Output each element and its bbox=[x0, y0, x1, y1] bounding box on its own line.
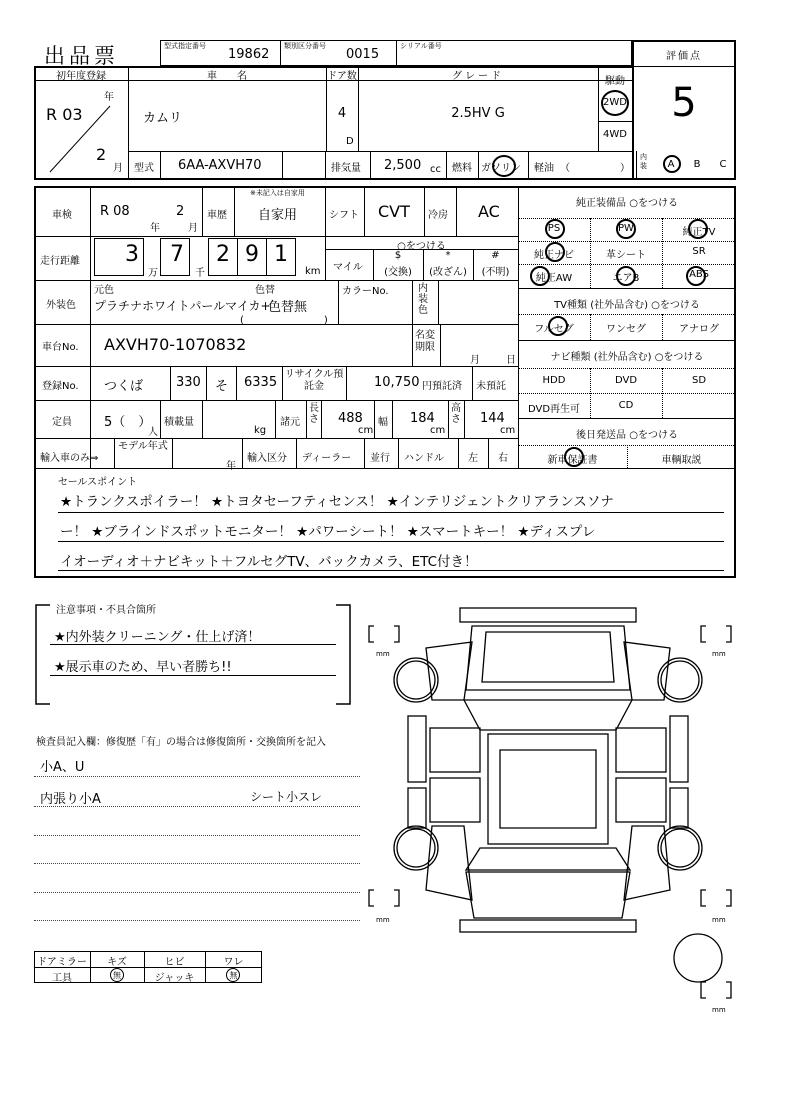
interior-c: C bbox=[719, 159, 727, 170]
fuel-other: （ ） bbox=[560, 163, 630, 174]
model-year-unit: 年 bbox=[226, 461, 236, 472]
load-label: 積載量 bbox=[164, 417, 194, 428]
tools-value: 無 bbox=[113, 971, 121, 980]
history-note: ※未記入は自家用 bbox=[250, 189, 305, 197]
tools-header-scratch: キズ bbox=[107, 957, 127, 968]
color-no-label: カラーNo. bbox=[342, 286, 389, 297]
notes-line-2: ★展示車のため、早い者勝ち!! bbox=[54, 660, 232, 675]
sales-label: セールスポイント bbox=[58, 477, 138, 488]
form-title: 出品票 bbox=[44, 44, 119, 68]
drive-2wd: 2WD bbox=[603, 97, 627, 108]
tv-oneseg: ワンセグ bbox=[606, 324, 646, 335]
car-name-label: 車 名 bbox=[207, 71, 247, 82]
recycle-amount: 10,750 bbox=[374, 375, 420, 390]
shaken-year-label: 年 bbox=[150, 223, 160, 234]
plate-area: つくば bbox=[104, 379, 144, 394]
sales-line-2: ー！ ★ブラインドスポットモニター！ ★パワーシート！ ★スマートキー！ ★ディスプレ bbox=[60, 524, 596, 540]
notes-line-1: ★内外装クリーニング・仕上げ済！ bbox=[54, 630, 261, 645]
sales-line-1: ★トランクスポイラー！ ★トヨタセーフティセンス！ ★インテリジェントクリアランスソナ bbox=[60, 494, 614, 510]
drive-4wd: 4WD bbox=[603, 129, 627, 140]
interior-b: B bbox=[693, 159, 701, 170]
car-damage-diagram bbox=[360, 600, 740, 1030]
mm-label-2: mm bbox=[712, 650, 726, 658]
model-type-value: 19862 bbox=[228, 47, 270, 62]
nav-sd: SD bbox=[691, 375, 707, 386]
model-type-label: 型式指定番号 bbox=[164, 42, 206, 50]
score-value: 5 bbox=[671, 80, 697, 126]
handle-label: ハンドル bbox=[404, 453, 444, 464]
capacity: 5（ ） bbox=[104, 415, 152, 430]
equip-pw: PW bbox=[618, 223, 634, 234]
chassis-label: 車台No. bbox=[42, 342, 79, 353]
repaint-value: 色替無 bbox=[268, 300, 308, 315]
first-reg-label: 初年度登録 bbox=[56, 71, 106, 82]
fuel-diesel: 軽油 bbox=[534, 163, 554, 174]
equip-ps: PS bbox=[547, 223, 561, 234]
tools-header-mirror: ドアミラー bbox=[37, 957, 87, 968]
handle-left: 左 bbox=[468, 453, 478, 464]
class-value: 0015 bbox=[346, 47, 380, 62]
parallel-option: 並行 bbox=[370, 453, 390, 464]
history-value: 自家用 bbox=[258, 208, 298, 223]
cc-unit: cc bbox=[430, 164, 441, 175]
jack-value: 無 bbox=[229, 971, 238, 980]
drive-2wd-circle bbox=[601, 90, 629, 116]
plate-class: 330 bbox=[176, 375, 201, 390]
man-unit: 万 bbox=[148, 268, 158, 279]
later-warranty: 新車保証書 bbox=[547, 455, 598, 466]
plate-kana: そ bbox=[215, 379, 229, 394]
first-reg-month: 2 bbox=[96, 145, 107, 164]
equip-aw: 純正AW bbox=[535, 273, 573, 284]
exchange-symbol: $ bbox=[394, 250, 402, 261]
equip-leather: 革シート bbox=[606, 250, 646, 261]
fuel-label: 燃料 bbox=[452, 163, 472, 174]
chassis-number: AXVH70-1070832 bbox=[104, 335, 247, 354]
mileage-digit-4: 9 bbox=[245, 242, 259, 267]
mileage-digit-5: 1 bbox=[274, 242, 288, 267]
doors-label: ドア数 bbox=[327, 71, 357, 82]
tools-header-break: ワレ bbox=[223, 957, 244, 968]
equip-abs: ABS bbox=[689, 269, 709, 280]
serial-label: シリアル番号 bbox=[400, 42, 442, 50]
later-manual: 車輌取説 bbox=[661, 455, 702, 466]
score-label: 評価点 bbox=[666, 51, 702, 62]
tv-fullseg: フルセグ bbox=[534, 324, 574, 335]
mileage-digit-3: 2 bbox=[216, 242, 230, 267]
inspector-line-2-right: シート小スレ bbox=[250, 790, 323, 804]
name-change-day: 日 bbox=[506, 355, 516, 366]
car-name: カムリ bbox=[143, 111, 183, 126]
mileage-digit-2: 7 bbox=[170, 242, 184, 267]
shaken-era: R 08 bbox=[100, 204, 130, 219]
interior-a-circle bbox=[663, 155, 681, 173]
inspector-line-2-left: 内張り小A bbox=[40, 792, 101, 807]
int-color-label: 内装色 bbox=[418, 283, 428, 316]
mileage-circle-note: ○をつける bbox=[397, 241, 446, 252]
len-label: 長さ bbox=[309, 403, 319, 425]
later-title: 後日発送品 ○をつける bbox=[576, 430, 678, 441]
hei-cm: cm bbox=[500, 425, 516, 436]
equipment-title: 純正装備品 ○をつける bbox=[576, 198, 678, 209]
tools-header-crack: ヒビ bbox=[164, 957, 185, 968]
name-change-label: 名変期限 bbox=[415, 330, 435, 353]
sales-line-3: イオーディオ＋ナビキット＋フルセグTV、バックカメラ、ETC付き！ bbox=[60, 554, 478, 570]
len-cm: cm bbox=[358, 425, 374, 436]
sen-unit: 千 bbox=[195, 268, 205, 279]
door-suffix: D bbox=[346, 136, 354, 147]
equip-airbag: エアB bbox=[612, 273, 640, 284]
inspector-label: 検査員記入欄：修復歴「有」の場合は修復箇所・交換箇所を記入 bbox=[36, 737, 326, 748]
repaint-paren: ( ) bbox=[240, 315, 328, 326]
class-label: 類別区分番号 bbox=[284, 42, 326, 50]
orig-color: プラチナホワイトパールマイカ+ bbox=[94, 299, 271, 313]
import-cat-label: 輸入区分 bbox=[247, 453, 287, 464]
unknown-symbol: # bbox=[491, 250, 500, 261]
equip-navi: 純正ナビ bbox=[534, 250, 574, 261]
import-label: 輸入車のみ⇒ bbox=[40, 453, 99, 464]
plate-number: 6335 bbox=[244, 375, 278, 390]
nav-title: ナビ種類 (社外品含む) ○をつける bbox=[550, 352, 704, 363]
mm-label-4: mm bbox=[712, 916, 726, 924]
interior-a: A bbox=[667, 159, 675, 170]
mileage-digit-1: 3 bbox=[125, 242, 139, 267]
nav-dvd-play: DVD再生可 bbox=[527, 404, 581, 415]
tamper-option: (改ざん) bbox=[429, 267, 467, 278]
displacement-label: 排気量 bbox=[331, 163, 361, 174]
shaken-month-label: 月 bbox=[188, 223, 198, 234]
history-label: 車歴 bbox=[207, 210, 227, 221]
wid-label: 幅 bbox=[378, 417, 388, 428]
month-unit: 月 bbox=[113, 163, 123, 174]
year-unit: 年 bbox=[104, 92, 114, 103]
tv-analog: アナログ bbox=[679, 324, 719, 335]
mm-label-3: mm bbox=[376, 916, 390, 924]
wid-cm: cm bbox=[430, 425, 446, 436]
equip-sr: SR bbox=[692, 246, 706, 257]
mm-label-1: mm bbox=[376, 650, 390, 658]
nav-hdd: HDD bbox=[542, 375, 566, 386]
first-reg-year: R 03 bbox=[46, 105, 83, 124]
person-unit: 人 bbox=[148, 427, 158, 438]
color-label: 外装色 bbox=[46, 300, 76, 311]
nav-cd: CD bbox=[618, 400, 634, 411]
jack-label: ジャッキ bbox=[154, 973, 195, 984]
tv-title: TV種類 (社外品含む) ○をつける bbox=[554, 300, 700, 311]
plate-label: 登録No. bbox=[42, 381, 79, 392]
dealer-option: ディーラー bbox=[302, 453, 352, 464]
shift-label: シフト bbox=[329, 210, 359, 221]
tools-label: 工具 bbox=[52, 973, 72, 984]
tamper-symbol: * bbox=[445, 250, 451, 261]
name-change-month: 月 bbox=[470, 355, 480, 366]
shaken-label: 車検 bbox=[52, 210, 72, 221]
fuel-gasoline-circle bbox=[492, 155, 516, 177]
displacement: 2,500 bbox=[384, 158, 422, 173]
ac-value: AC bbox=[478, 202, 500, 221]
recycle-unit: 円預託済 bbox=[422, 381, 462, 392]
inspector-line-1: 小A、U bbox=[40, 760, 85, 775]
specs-label: 諸元 bbox=[280, 417, 300, 428]
exchange-option: (交換) bbox=[384, 267, 412, 278]
width: 184 bbox=[410, 411, 435, 426]
grade: 2.5HV G bbox=[451, 106, 505, 121]
mm-label-5: mm bbox=[712, 1006, 726, 1014]
equip-tv: 純正TV bbox=[682, 227, 716, 238]
orig-color-label: 元色 bbox=[94, 285, 114, 296]
model-label: 型式 bbox=[134, 163, 154, 174]
model-year-label: モデル年式 bbox=[118, 441, 168, 452]
capacity-label: 定員 bbox=[52, 417, 72, 428]
fuel-gasoline: ガソリン bbox=[481, 163, 521, 174]
doors: 4 bbox=[337, 106, 347, 121]
shaken-month: 2 bbox=[176, 204, 185, 219]
notes-label: 注意事項・不具合箇所 bbox=[56, 605, 156, 616]
mile-label: マイル bbox=[333, 262, 363, 273]
length: 488 bbox=[338, 411, 363, 426]
shift-value: CVT bbox=[378, 202, 410, 221]
unknown-option: (不明) bbox=[481, 267, 510, 278]
mileage-label: 走行距離 bbox=[40, 256, 80, 267]
grade-label: グレード bbox=[452, 71, 504, 82]
drive-label: 駆動 bbox=[605, 76, 625, 87]
recycle-not: 未預託 bbox=[476, 381, 506, 392]
nav-dvd: DVD bbox=[614, 375, 638, 386]
repaint-label: 色替 bbox=[255, 285, 275, 296]
model: 6AA-AXVH70 bbox=[178, 158, 262, 173]
interior-label: 内装 bbox=[640, 153, 647, 170]
ac-label: 冷房 bbox=[428, 210, 448, 221]
height: 144 bbox=[480, 411, 505, 426]
km-unit: km bbox=[305, 266, 321, 277]
recycle-label: リサイクル預託金 bbox=[284, 369, 344, 392]
handle-right: 右 bbox=[498, 453, 508, 464]
kg-unit: kg bbox=[254, 425, 267, 436]
hei-label: 高さ bbox=[451, 403, 461, 425]
